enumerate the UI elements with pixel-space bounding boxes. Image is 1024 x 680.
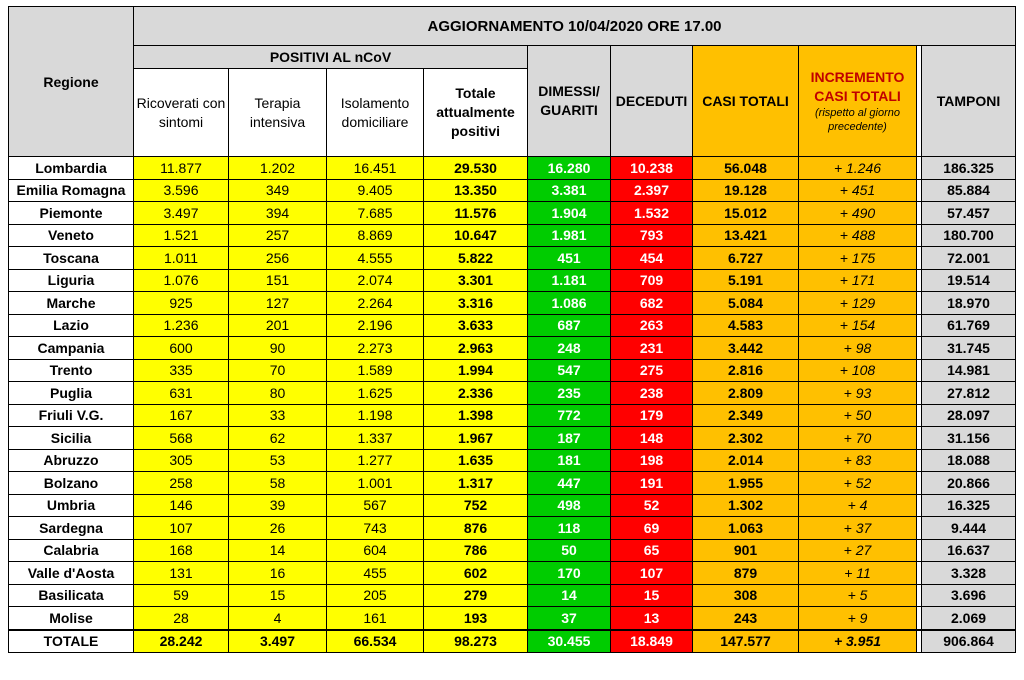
cell-totale-positivi: 29.530 bbox=[424, 157, 528, 180]
cell-tamponi: 20.866 bbox=[922, 472, 1016, 495]
cell-totale-positivi: 1.967 bbox=[424, 427, 528, 450]
cell-regione: Sardegna bbox=[9, 517, 134, 540]
cell-totale-positivi: 602 bbox=[424, 562, 528, 585]
cell-totale-positivi: 3.633 bbox=[424, 314, 528, 337]
cell-dimessi: 14 bbox=[528, 584, 611, 607]
header-incremento-label: INCREMENTO CASI TOTALI bbox=[810, 69, 905, 104]
cell-tamponi: 27.812 bbox=[922, 382, 1016, 405]
cell-terapia: 58 bbox=[229, 472, 327, 495]
cell-regione: Piemonte bbox=[9, 202, 134, 225]
cell-ricoverati: 1.076 bbox=[134, 269, 229, 292]
table-row bbox=[9, 427, 1016, 450]
cell-casi-totali: 2.014 bbox=[693, 449, 799, 472]
cell-ricoverati: 131 bbox=[134, 562, 229, 585]
cell-casi-totali: 3.442 bbox=[693, 337, 799, 360]
cell-deceduti: 13 bbox=[611, 607, 693, 630]
cell-tamponi: 2.069 bbox=[922, 607, 1016, 630]
cell-totale-positivi: 13.350 bbox=[424, 179, 528, 202]
cell-isolamento: 2.196 bbox=[327, 314, 424, 337]
cell-casi-totali: 56.048 bbox=[693, 157, 799, 180]
cell-deceduti: 1.532 bbox=[611, 202, 693, 225]
cell-incremento: + 154 bbox=[799, 314, 917, 337]
cell-regione: Calabria bbox=[9, 539, 134, 562]
cell-regione: Bolzano bbox=[9, 472, 134, 495]
cell-dimessi: 50 bbox=[528, 539, 611, 562]
cell-incremento: + 4 bbox=[799, 494, 917, 517]
cell-casi-totali: 13.421 bbox=[693, 224, 799, 247]
cell-incremento: + 451 bbox=[799, 179, 917, 202]
cell-dimessi: 118 bbox=[528, 517, 611, 540]
table-row bbox=[9, 539, 1016, 562]
header-positivi-group: POSITIVI AL nCoV bbox=[134, 46, 528, 69]
cell-regione: Emilia Romagna bbox=[9, 179, 134, 202]
cell-tamponi: 18.088 bbox=[922, 449, 1016, 472]
cell-isolamento: 1.277 bbox=[327, 449, 424, 472]
cell-totale-positivi: 1.398 bbox=[424, 404, 528, 427]
cell-terapia: 33 bbox=[229, 404, 327, 427]
header-tamponi: TAMPONI bbox=[922, 46, 1016, 157]
cell-incremento: + 37 bbox=[799, 517, 917, 540]
cell-tamponi: 19.514 bbox=[922, 269, 1016, 292]
cell-incremento: + 129 bbox=[799, 292, 917, 315]
header-ricoverati: Ricoverati con sintomi bbox=[134, 69, 229, 157]
cell-casi-totali: 6.727 bbox=[693, 247, 799, 270]
cell-deceduti: 263 bbox=[611, 314, 693, 337]
table-row bbox=[9, 584, 1016, 607]
cell-incremento: + 5 bbox=[799, 584, 917, 607]
cell-totale-positivi: 98.273 bbox=[424, 630, 528, 653]
cell-ricoverati: 168 bbox=[134, 539, 229, 562]
cell-deceduti: 231 bbox=[611, 337, 693, 360]
cell-dimessi: 547 bbox=[528, 359, 611, 382]
cell-deceduti: 15 bbox=[611, 584, 693, 607]
cell-dimessi: 30.455 bbox=[528, 630, 611, 653]
table-row bbox=[9, 359, 1016, 382]
cell-casi-totali: 2.809 bbox=[693, 382, 799, 405]
cell-terapia: 3.497 bbox=[229, 630, 327, 653]
cell-dimessi: 248 bbox=[528, 337, 611, 360]
cell-isolamento: 2.273 bbox=[327, 337, 424, 360]
cell-tamponi: 180.700 bbox=[922, 224, 1016, 247]
cell-ricoverati: 1.236 bbox=[134, 314, 229, 337]
cell-regione: Lazio bbox=[9, 314, 134, 337]
cell-dimessi: 170 bbox=[528, 562, 611, 585]
cell-isolamento: 4.555 bbox=[327, 247, 424, 270]
cell-terapia: 127 bbox=[229, 292, 327, 315]
cell-terapia: 1.202 bbox=[229, 157, 327, 180]
cell-isolamento: 604 bbox=[327, 539, 424, 562]
cell-ricoverati: 107 bbox=[134, 517, 229, 540]
cell-deceduti: 709 bbox=[611, 269, 693, 292]
header-deceduti: DECEDUTI bbox=[611, 46, 693, 157]
table-row bbox=[9, 607, 1016, 630]
cell-casi-totali: 1.955 bbox=[693, 472, 799, 495]
covid-regional-table bbox=[8, 6, 1016, 653]
header-regione: Regione bbox=[9, 7, 134, 157]
cell-regione: Umbria bbox=[9, 494, 134, 517]
cell-casi-totali: 15.012 bbox=[693, 202, 799, 225]
cell-ricoverati: 305 bbox=[134, 449, 229, 472]
cell-isolamento: 1.625 bbox=[327, 382, 424, 405]
cell-totale-positivi: 1.317 bbox=[424, 472, 528, 495]
table-row bbox=[9, 494, 1016, 517]
cell-ricoverati: 1.521 bbox=[134, 224, 229, 247]
cell-regione: Lombardia bbox=[9, 157, 134, 180]
cell-regione: Abruzzo bbox=[9, 449, 134, 472]
cell-ricoverati: 258 bbox=[134, 472, 229, 495]
table-row bbox=[9, 337, 1016, 360]
cell-incremento: + 175 bbox=[799, 247, 917, 270]
cell-terapia: 26 bbox=[229, 517, 327, 540]
cell-deceduti: 682 bbox=[611, 292, 693, 315]
cell-tamponi: 31.745 bbox=[922, 337, 1016, 360]
cell-deceduti: 198 bbox=[611, 449, 693, 472]
cell-isolamento: 743 bbox=[327, 517, 424, 540]
table-row bbox=[9, 269, 1016, 292]
cell-isolamento: 567 bbox=[327, 494, 424, 517]
cell-tamponi: 16.325 bbox=[922, 494, 1016, 517]
cell-regione: Campania bbox=[9, 337, 134, 360]
cell-incremento: + 490 bbox=[799, 202, 917, 225]
cell-deceduti: 69 bbox=[611, 517, 693, 540]
header-incremento-note: (rispetto al giorno precedente) bbox=[815, 107, 900, 133]
cell-incremento: + 50 bbox=[799, 404, 917, 427]
cell-isolamento: 1.589 bbox=[327, 359, 424, 382]
cell-tamponi: 61.769 bbox=[922, 314, 1016, 337]
cell-isolamento: 7.685 bbox=[327, 202, 424, 225]
table-row bbox=[9, 224, 1016, 247]
cell-regione: Friuli V.G. bbox=[9, 404, 134, 427]
table-row bbox=[9, 562, 1016, 585]
cell-ricoverati: 167 bbox=[134, 404, 229, 427]
cell-casi-totali: 879 bbox=[693, 562, 799, 585]
table-row bbox=[9, 517, 1016, 540]
cell-casi-totali: 1.302 bbox=[693, 494, 799, 517]
cell-casi-totali: 2.816 bbox=[693, 359, 799, 382]
cell-terapia: 80 bbox=[229, 382, 327, 405]
cell-tamponi: 72.001 bbox=[922, 247, 1016, 270]
cell-totale-positivi: 3.301 bbox=[424, 269, 528, 292]
cell-isolamento: 205 bbox=[327, 584, 424, 607]
cell-tamponi: 186.325 bbox=[922, 157, 1016, 180]
cell-terapia: 257 bbox=[229, 224, 327, 247]
cell-isolamento: 1.198 bbox=[327, 404, 424, 427]
cell-casi-totali: 19.128 bbox=[693, 179, 799, 202]
cell-casi-totali: 2.349 bbox=[693, 404, 799, 427]
cell-regione: Marche bbox=[9, 292, 134, 315]
cell-totale-positivi: 1.635 bbox=[424, 449, 528, 472]
cell-terapia: 201 bbox=[229, 314, 327, 337]
cell-totale-positivi: 193 bbox=[424, 607, 528, 630]
table-row bbox=[9, 247, 1016, 270]
cell-deceduti: 2.397 bbox=[611, 179, 693, 202]
cell-totale-positivi: 876 bbox=[424, 517, 528, 540]
cell-tamponi: 16.637 bbox=[922, 539, 1016, 562]
cell-isolamento: 2.074 bbox=[327, 269, 424, 292]
cell-deceduti: 179 bbox=[611, 404, 693, 427]
cell-ricoverati: 925 bbox=[134, 292, 229, 315]
table-row bbox=[9, 472, 1016, 495]
cell-casi-totali: 147.577 bbox=[693, 630, 799, 653]
cell-deceduti: 65 bbox=[611, 539, 693, 562]
cell-ricoverati: 28.242 bbox=[134, 630, 229, 653]
cell-isolamento: 1.337 bbox=[327, 427, 424, 450]
table-row bbox=[9, 202, 1016, 225]
header-terapia: Terapia intensiva bbox=[229, 69, 327, 157]
cell-totale-positivi: 1.994 bbox=[424, 359, 528, 382]
cell-incremento: + 171 bbox=[799, 269, 917, 292]
header-incremento bbox=[799, 46, 917, 157]
cell-deceduti: 238 bbox=[611, 382, 693, 405]
cell-deceduti: 275 bbox=[611, 359, 693, 382]
cell-totale-positivi: 11.576 bbox=[424, 202, 528, 225]
cell-ricoverati: 631 bbox=[134, 382, 229, 405]
cell-terapia: 151 bbox=[229, 269, 327, 292]
cell-casi-totali: 901 bbox=[693, 539, 799, 562]
cell-tamponi: 31.156 bbox=[922, 427, 1016, 450]
cell-tamponi: 3.696 bbox=[922, 584, 1016, 607]
header-totale-positivi: Totale attualmente positivi bbox=[424, 69, 528, 157]
report-title: AGGIORNAMENTO 10/04/2020 ORE 17.00 bbox=[134, 7, 1016, 46]
cell-totale-positivi: 5.822 bbox=[424, 247, 528, 270]
cell-casi-totali: 2.302 bbox=[693, 427, 799, 450]
cell-totale-positivi: 2.336 bbox=[424, 382, 528, 405]
cell-regione: Liguria bbox=[9, 269, 134, 292]
cell-regione: Puglia bbox=[9, 382, 134, 405]
cell-deceduti: 107 bbox=[611, 562, 693, 585]
table-row bbox=[9, 314, 1016, 337]
cell-incremento: + 52 bbox=[799, 472, 917, 495]
cell-tamponi: 14.981 bbox=[922, 359, 1016, 382]
cell-dimessi: 1.981 bbox=[528, 224, 611, 247]
cell-tamponi: 3.328 bbox=[922, 562, 1016, 585]
cell-dimessi: 772 bbox=[528, 404, 611, 427]
cell-terapia: 39 bbox=[229, 494, 327, 517]
cell-dimessi: 235 bbox=[528, 382, 611, 405]
cell-isolamento: 2.264 bbox=[327, 292, 424, 315]
cell-isolamento: 16.451 bbox=[327, 157, 424, 180]
cell-dimessi: 187 bbox=[528, 427, 611, 450]
cell-ricoverati: 11.877 bbox=[134, 157, 229, 180]
table-row bbox=[9, 404, 1016, 427]
cell-dimessi: 1.904 bbox=[528, 202, 611, 225]
cell-ricoverati: 568 bbox=[134, 427, 229, 450]
cell-terapia: 256 bbox=[229, 247, 327, 270]
cell-terapia: 349 bbox=[229, 179, 327, 202]
cell-ricoverati: 59 bbox=[134, 584, 229, 607]
cell-tamponi: 85.884 bbox=[922, 179, 1016, 202]
cell-deceduti: 52 bbox=[611, 494, 693, 517]
cell-dimessi: 37 bbox=[528, 607, 611, 630]
cell-terapia: 62 bbox=[229, 427, 327, 450]
cell-regione: TOTALE bbox=[9, 630, 134, 653]
cell-totale-positivi: 786 bbox=[424, 539, 528, 562]
header-isolamento: Isolamento domiciliare bbox=[327, 69, 424, 157]
cell-terapia: 15 bbox=[229, 584, 327, 607]
cell-tamponi: 9.444 bbox=[922, 517, 1016, 540]
cell-regione: Sicilia bbox=[9, 427, 134, 450]
cell-casi-totali: 5.191 bbox=[693, 269, 799, 292]
cell-terapia: 70 bbox=[229, 359, 327, 382]
cell-deceduti: 148 bbox=[611, 427, 693, 450]
header-dimessi: DIMESSI/ GUARITI bbox=[528, 46, 611, 157]
cell-regione: Valle d'Aosta bbox=[9, 562, 134, 585]
cell-isolamento: 161 bbox=[327, 607, 424, 630]
cell-dimessi: 451 bbox=[528, 247, 611, 270]
cell-terapia: 14 bbox=[229, 539, 327, 562]
cell-dimessi: 1.181 bbox=[528, 269, 611, 292]
cell-totale-positivi: 752 bbox=[424, 494, 528, 517]
cell-regione: Molise bbox=[9, 607, 134, 630]
cell-incremento: + 70 bbox=[799, 427, 917, 450]
report-container bbox=[8, 6, 1016, 653]
cell-terapia: 4 bbox=[229, 607, 327, 630]
cell-incremento: + 11 bbox=[799, 562, 917, 585]
cell-dimessi: 687 bbox=[528, 314, 611, 337]
cell-isolamento: 9.405 bbox=[327, 179, 424, 202]
cell-tamponi: 28.097 bbox=[922, 404, 1016, 427]
cell-terapia: 394 bbox=[229, 202, 327, 225]
cell-casi-totali: 243 bbox=[693, 607, 799, 630]
cell-tamponi: 906.864 bbox=[922, 630, 1016, 653]
cell-regione: Trento bbox=[9, 359, 134, 382]
cell-tamponi: 18.970 bbox=[922, 292, 1016, 315]
cell-casi-totali: 4.583 bbox=[693, 314, 799, 337]
cell-terapia: 53 bbox=[229, 449, 327, 472]
cell-incremento: + 1.246 bbox=[799, 157, 917, 180]
cell-regione: Toscana bbox=[9, 247, 134, 270]
cell-incremento: + 98 bbox=[799, 337, 917, 360]
cell-isolamento: 8.869 bbox=[327, 224, 424, 247]
cell-totale-positivi: 279 bbox=[424, 584, 528, 607]
cell-incremento: + 9 bbox=[799, 607, 917, 630]
table-row bbox=[9, 292, 1016, 315]
cell-tamponi: 57.457 bbox=[922, 202, 1016, 225]
cell-incremento: + 83 bbox=[799, 449, 917, 472]
cell-incremento: + 93 bbox=[799, 382, 917, 405]
cell-dimessi: 498 bbox=[528, 494, 611, 517]
cell-ricoverati: 335 bbox=[134, 359, 229, 382]
totale-row bbox=[9, 630, 1016, 653]
cell-terapia: 90 bbox=[229, 337, 327, 360]
cell-ricoverati: 600 bbox=[134, 337, 229, 360]
table-row bbox=[9, 179, 1016, 202]
table-body bbox=[9, 157, 1016, 653]
cell-dimessi: 16.280 bbox=[528, 157, 611, 180]
cell-ricoverati: 3.497 bbox=[134, 202, 229, 225]
cell-incremento: + 3.951 bbox=[799, 630, 917, 653]
header-casi-totali: CASI TOTALI bbox=[693, 46, 799, 157]
cell-ricoverati: 3.596 bbox=[134, 179, 229, 202]
cell-incremento: + 488 bbox=[799, 224, 917, 247]
cell-ricoverati: 1.011 bbox=[134, 247, 229, 270]
cell-isolamento: 1.001 bbox=[327, 472, 424, 495]
cell-incremento: + 108 bbox=[799, 359, 917, 382]
cell-totale-positivi: 10.647 bbox=[424, 224, 528, 247]
cell-dimessi: 3.381 bbox=[528, 179, 611, 202]
cell-terapia: 16 bbox=[229, 562, 327, 585]
cell-dimessi: 181 bbox=[528, 449, 611, 472]
cell-ricoverati: 146 bbox=[134, 494, 229, 517]
cell-deceduti: 454 bbox=[611, 247, 693, 270]
cell-casi-totali: 5.084 bbox=[693, 292, 799, 315]
cell-deceduti: 18.849 bbox=[611, 630, 693, 653]
cell-regione: Veneto bbox=[9, 224, 134, 247]
cell-totale-positivi: 3.316 bbox=[424, 292, 528, 315]
cell-regione: Basilicata bbox=[9, 584, 134, 607]
cell-casi-totali: 1.063 bbox=[693, 517, 799, 540]
table-row bbox=[9, 382, 1016, 405]
table-row bbox=[9, 157, 1016, 180]
cell-casi-totali: 308 bbox=[693, 584, 799, 607]
cell-isolamento: 455 bbox=[327, 562, 424, 585]
cell-totale-positivi: 2.963 bbox=[424, 337, 528, 360]
cell-deceduti: 191 bbox=[611, 472, 693, 495]
table-row bbox=[9, 449, 1016, 472]
cell-deceduti: 793 bbox=[611, 224, 693, 247]
cell-ricoverati: 28 bbox=[134, 607, 229, 630]
cell-dimessi: 1.086 bbox=[528, 292, 611, 315]
cell-isolamento: 66.534 bbox=[327, 630, 424, 653]
cell-incremento: + 27 bbox=[799, 539, 917, 562]
cell-dimessi: 447 bbox=[528, 472, 611, 495]
cell-deceduti: 10.238 bbox=[611, 157, 693, 180]
